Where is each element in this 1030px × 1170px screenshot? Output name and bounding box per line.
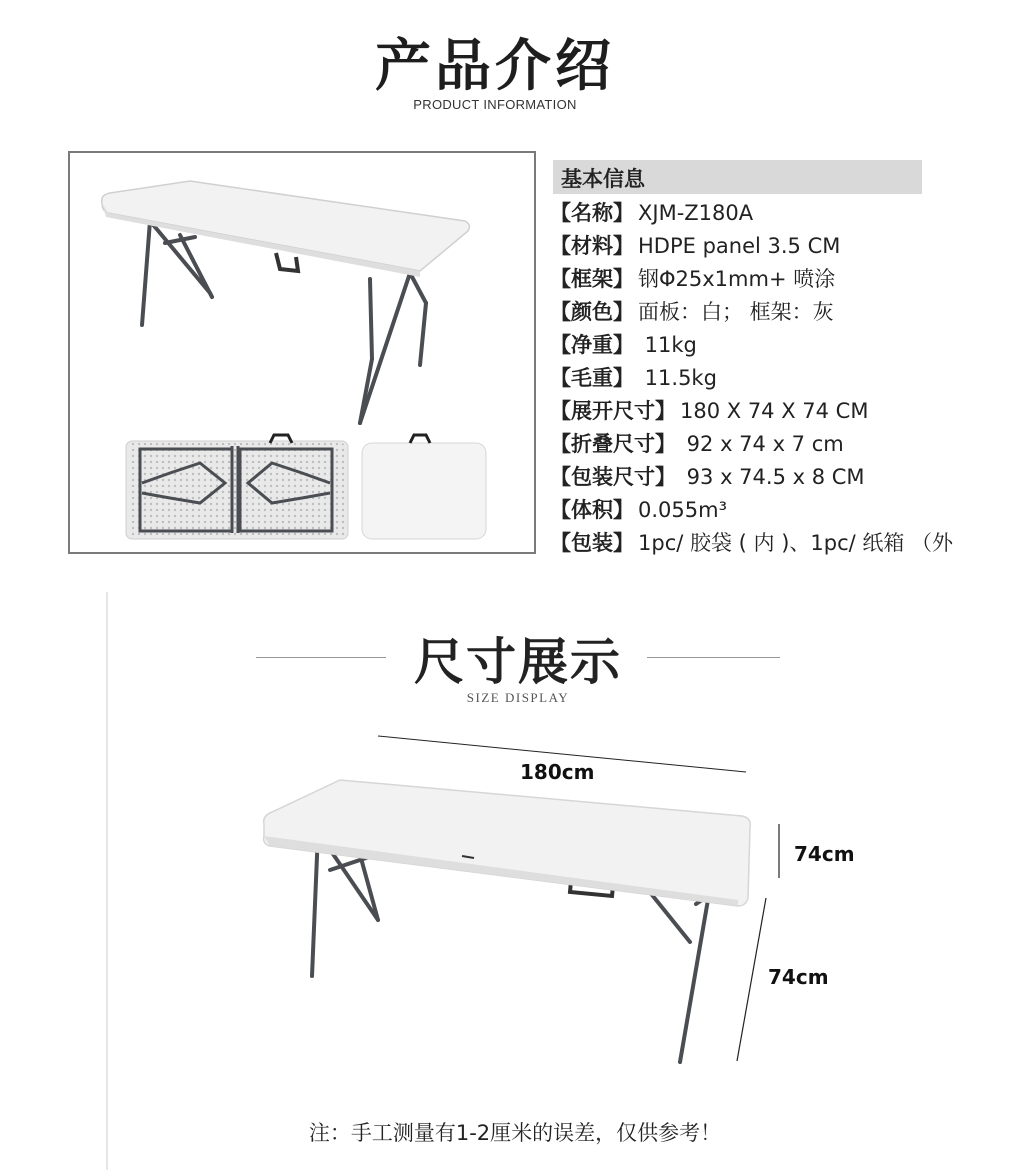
- spec-label: 【颜色】: [550, 300, 634, 324]
- spec-label: 【材料】: [550, 234, 634, 258]
- spec-row-net-weight: [550, 329, 953, 362]
- product-intro-title: 产品介绍: [375, 33, 615, 99]
- spec-label: 【包装】: [550, 531, 634, 555]
- spec-value: 面板：白； 框架：灰: [638, 300, 834, 324]
- length-label: 180cm: [520, 760, 595, 784]
- title-decoration-right: [647, 657, 780, 658]
- spec-row-frame: [550, 263, 953, 296]
- folded-table-underside-photo: [126, 435, 348, 539]
- spec-value: 0.055m³: [638, 498, 727, 522]
- spec-value: 92 x 74 x 7 cm: [680, 432, 844, 456]
- spec-value: 11.5kg: [638, 366, 717, 390]
- basic-info-header: [553, 160, 922, 194]
- open-table-illustration: [264, 780, 751, 1062]
- size-display-title: 尺寸展示: [414, 632, 622, 691]
- spec-value: 93 x 74.5 x 8 CM: [680, 465, 865, 489]
- spec-label: 【展开尺寸】: [550, 399, 676, 423]
- spec-label: 【包装尺寸】: [550, 465, 676, 489]
- spec-label: 【毛重】: [550, 366, 634, 390]
- size-display-subtitle: SIZE DISPLAY: [466, 690, 570, 705]
- size-diagram: [0, 720, 1030, 1080]
- measurement-note: 注：手工测量有1-2厘米的误差，仅供参考！: [308, 1121, 722, 1145]
- product-photos-illustration: [70, 153, 534, 552]
- spec-row-package-size: [550, 461, 953, 494]
- spec-row-gross-weight: [550, 362, 953, 395]
- spec-label: 【净重】: [550, 333, 634, 357]
- spec-value: 180 X 74 X 74 CM: [680, 399, 869, 423]
- spec-list: [550, 197, 953, 560]
- spec-row-packing: [550, 527, 953, 560]
- spec-label: 【名称】: [550, 201, 634, 225]
- spec-row-volume: [550, 494, 953, 527]
- product-intro-subtitle: PRODUCT INFORMATION: [413, 97, 577, 112]
- title-decoration-left: [256, 657, 386, 658]
- spec-value: 11kg: [638, 333, 697, 357]
- spec-label: 【体积】: [550, 498, 634, 522]
- folded-table-top-photo: [362, 435, 486, 539]
- spec-label: 【框架】: [550, 267, 634, 291]
- width-label: 74cm: [794, 842, 855, 866]
- height-label: 74cm: [768, 965, 829, 989]
- product-photo-panel: [68, 151, 536, 554]
- spec-row-material: [550, 230, 953, 263]
- spec-value: 钢Φ25x1mm+ 喷涂: [638, 267, 836, 291]
- spec-row-name: [550, 197, 953, 230]
- height-dimension-line: [737, 898, 766, 1061]
- open-table-photo: [102, 181, 470, 423]
- spec-value: 1pc/ 胶袋 ( 内 )、1pc/ 纸箱 （外: [638, 531, 954, 555]
- basic-info-header-label: 基本信息: [561, 167, 645, 191]
- spec-row-open-size: [550, 395, 953, 428]
- spec-value: HDPE panel 3.5 CM: [638, 234, 841, 258]
- spec-label: 【折叠尺寸】: [550, 432, 676, 456]
- spec-row-folded-size: [550, 428, 953, 461]
- spec-row-color: [550, 296, 953, 329]
- spec-value: XJM-Z180A: [638, 201, 754, 225]
